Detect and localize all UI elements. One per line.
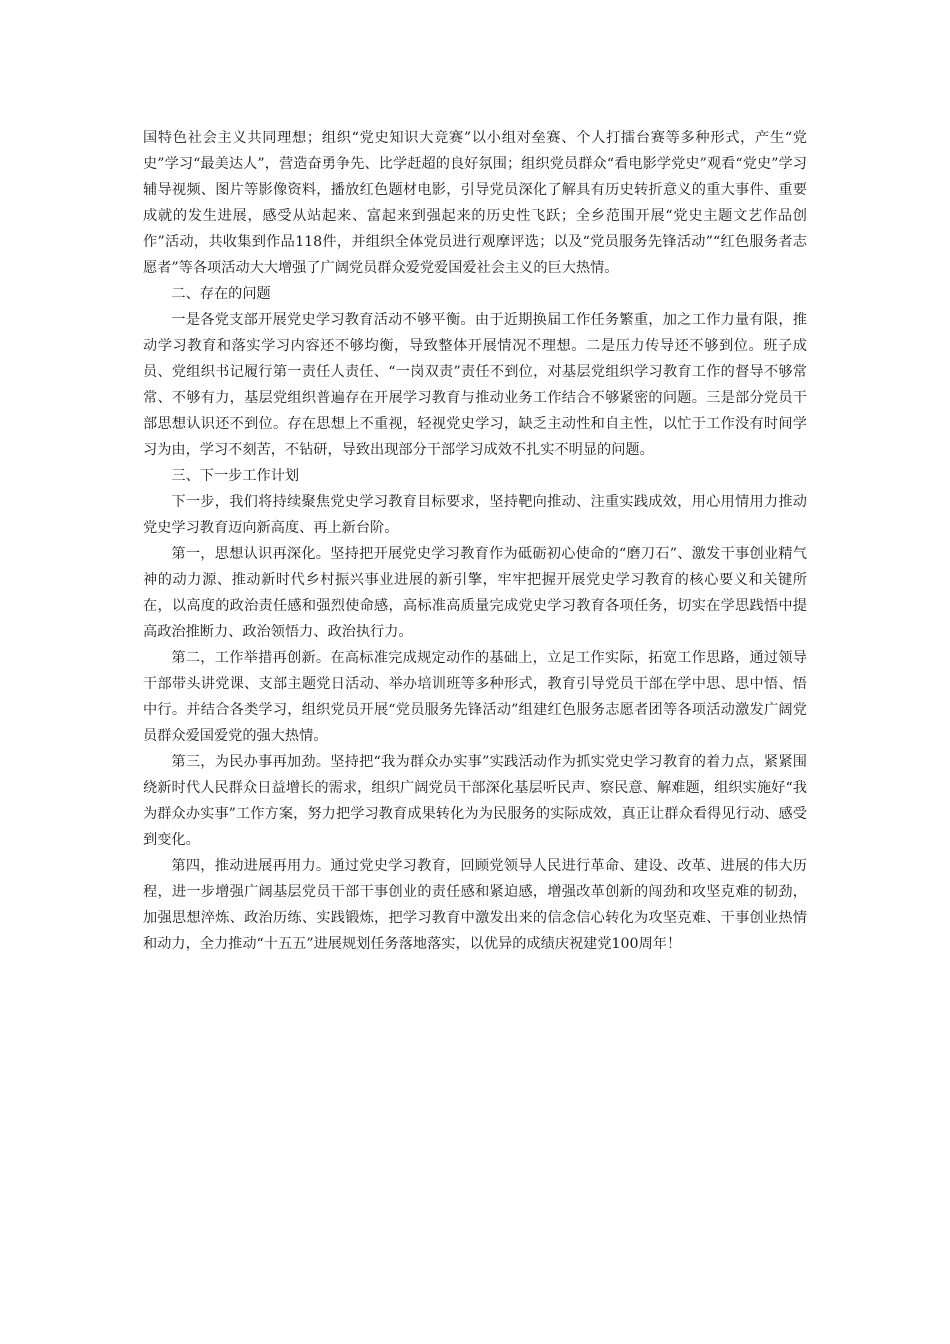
paragraph-first-point: 第一，思想认识再深化。坚持把开展党史学习教育作为砥砺初心使命的“磨刀石”、激发干事创业精气神的动力源、推动新时代乡村振兴事业进展的新引擎，牢牢把握开展党史学习教育的核心要义和关键所在，以高度的政治责任感和强烈使命感，高标准高质量完成党史学习教育各项任务，切实在学思践悟中提高政治推断力、政治领悟力、政治执行力。 (143, 546, 807, 640)
section-heading-problems: 二、存在的问题 (171, 286, 271, 302)
paragraph-continued: 国特色社会主义共同理想；组织“党史知识大竞赛”以小组对垒赛、个人打擂台赛等多种形式，产生“党史”学习“最美达人”，营造奋勇争先、比学赶超的良好氛围；组织党员群众“看电影学党史”观看“党史”学习辅导视频、图片等影像资料，播放红色题材电影，引导党员深化了解具有历史转折意义的重大事件、重要成就的发生进展，感受从站起来、富起来到强起来的历史性飞跃；全乡范围开展“党史主题文艺作品创作”活动，共收集到作品118件，并组织全体党员进行观摩评选；以及“党员服务先锋活动”“红色服务者志愿者”等各项活动大大增强了广阔党员群众爱党爱国爱社会主义的巨大热情。 (143, 130, 807, 276)
paragraph-next-intro: 下一步，我们将持续聚焦党史学习教育目标要求，坚持靶向推动、注重实践成效，用心用情用力推动党史学习教育迈向新高度、再上新台阶。 (143, 494, 807, 536)
paragraph-second-point: 第二，工作举措再创新。在高标准完成规定动作的基础上，立足工作实际，拓宽工作思路，通过领导干部带头讲党课、支部主题党日活动、举办培训班等多种形式，教育引导党员干部在学中思、思中悟、悟中行。并结合各类学习，组织党员开展“党员服务先锋活动”组建红色服务志愿者团等各项活动激发广阔党员群众爱国爱党的强大热情。 (143, 650, 807, 744)
paragraph-third-point: 第三，为民办事再加劲。坚持把“我为群众办实事”实践活动作为抓实党史学习教育的着力点，紧紧围绕新时代人民群众日益增长的需求，组织广阔党员干部深化基层听民声、察民意、解难题，组织实施好“我为群众办实事”工作方案，努力把学习教育成果转化为为民服务的实际成效，真正让群众看得见行动、感受到变化。 (143, 754, 807, 848)
paragraph-problems: 一是各党支部开展党史学习教育活动不够平衡。由于近期换届工作任务繁重，加之工作力量有限，推动学习教育和落实学习内容还不够均衡，导致整体开展情况不理想。二是压力传导还不够到位。班子成员、党组织书记履行第一责任人责任、“一岗双责”责任不到位，对基层党组织学习教育工作的督导不够常常、不够有力，基层党组织普遍存在开展学习教育与推动业务工作结合不够紧密的问题。三是部分党员干部思想认识还不到位。存在思想上不重视，轻视党史学习，缺乏主动性和自主性，以忙于工作没有时间学习为由，学习不刻苦，不钻研，导致出现部分干部学习成效不扎实不明显的问题。 (143, 312, 807, 458)
paragraph-fourth-point: 第四，推动进展再用力。通过党史学习教育，回顾党领导人民进行革命、建设、改革、进展的伟大历程，进一步增强广阔基层党员干部干事创业的责任感和紧迫感，增强改革创新的闯劲和攻坚克难的韧劲，加强思想淬炼、政治历练、实践锻炼，把学习教育中激发出来的信念信心转化为攻坚克难、干事创业热情和动力，全力推动“十五五”进展规划任务落地落实，以优异的成绩庆祝建党100周年！ (143, 858, 807, 952)
section-heading-next-plan: 三、下一步工作计划 (171, 468, 300, 484)
document-body (143, 125, 807, 957)
